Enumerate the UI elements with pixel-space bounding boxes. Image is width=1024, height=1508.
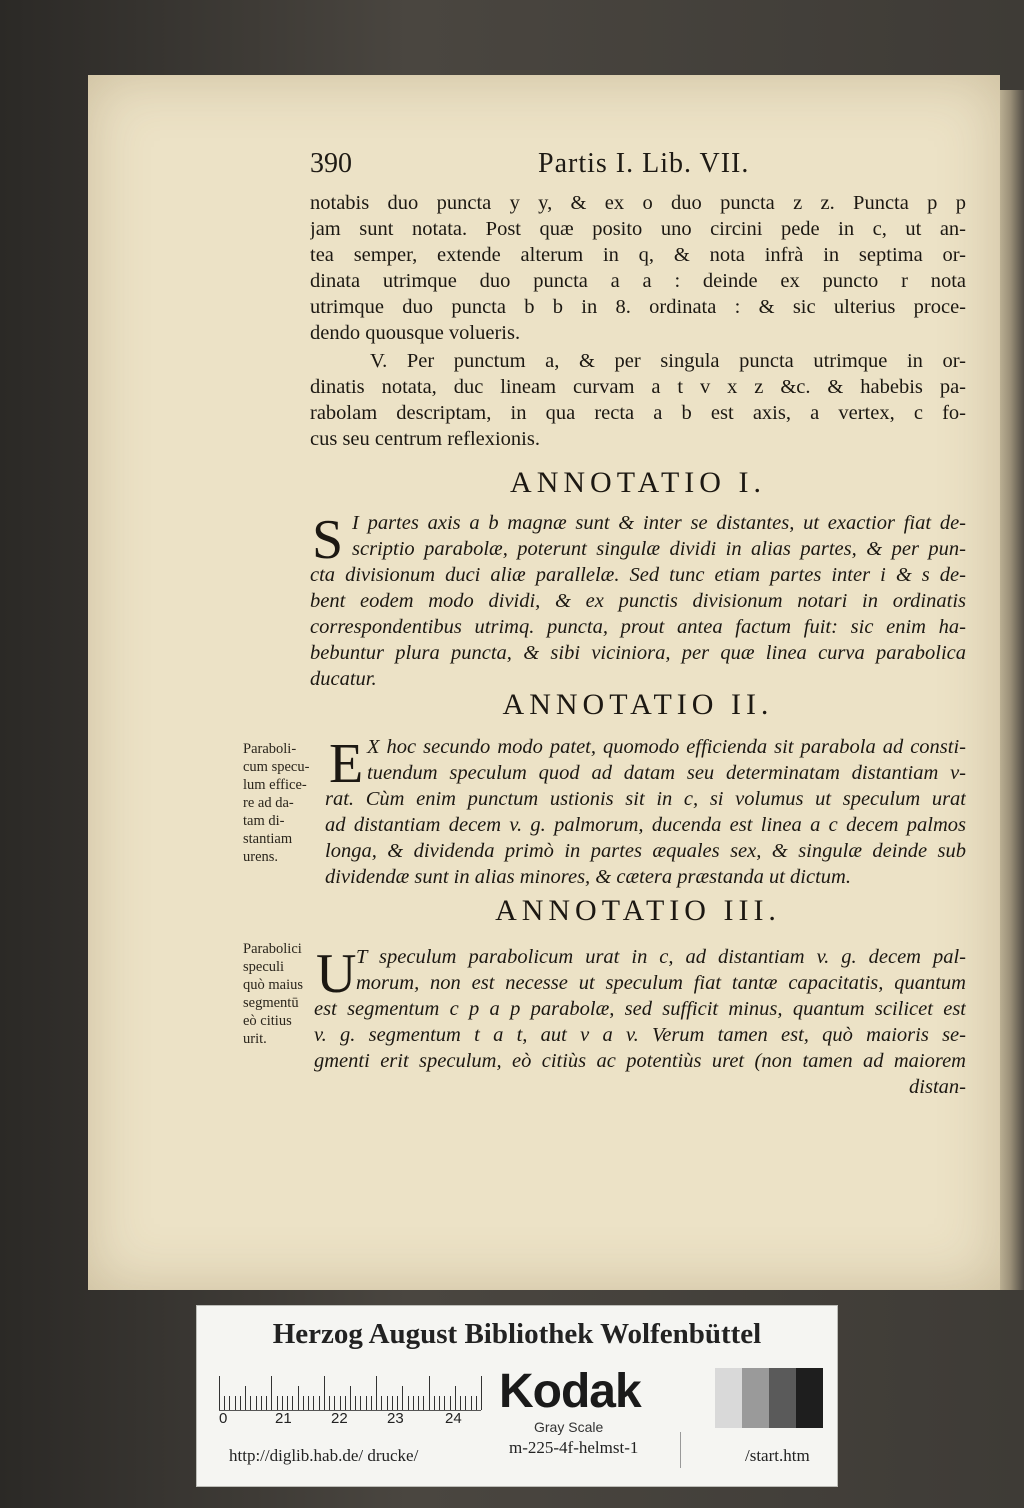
- marginal-line: cum specu-: [243, 759, 310, 775]
- annotatio-1-text: [310, 510, 966, 692]
- ruler-tick: [229, 1396, 230, 1410]
- ruler-tick: [308, 1396, 309, 1410]
- ruler-tick: [408, 1396, 409, 1410]
- library-name: Herzog August Bibliothek Wolfenbüttel: [272, 1318, 762, 1350]
- text-line: T speculum parabolicum urat in c, ad distantiam v. g. decem pal-: [356, 946, 966, 968]
- ruler-tick: [334, 1396, 335, 1410]
- ruler-tick: [429, 1376, 430, 1410]
- gray-swatch: [715, 1368, 742, 1428]
- marginal-note-2: [243, 940, 313, 1048]
- ruler-number: 23: [387, 1410, 404, 1427]
- text-line: v. g. segmentum t a t, aut v a v. Verum tamen est, quò maioris se-: [314, 1024, 966, 1046]
- ruler-tick: [303, 1396, 304, 1410]
- running-head: Partis I. Lib. VII.: [538, 148, 750, 179]
- ruler-number: 0: [219, 1410, 228, 1427]
- ruler-tick: [292, 1396, 293, 1410]
- text-line: longa, & dividenda primò in partes æquales sex, & singulæ deinde sub: [325, 840, 966, 862]
- ruler-tick: [224, 1396, 225, 1410]
- ruler-tick: [423, 1396, 424, 1410]
- text-line: est segmentum c p a p parabolæ, sed sufficit minus, quantum scilicet est: [314, 998, 966, 1020]
- ruler-tick: [418, 1396, 419, 1410]
- ruler-tick: [313, 1396, 314, 1410]
- marginal-line: urit.: [243, 1031, 267, 1047]
- ruler-tick: [381, 1396, 382, 1410]
- text-line: correspondentibus utrimq. puncta, prout antea factum fuit: sic enim ha-: [310, 616, 966, 638]
- ruler-tick: [271, 1376, 272, 1410]
- ruler-tick: [282, 1396, 283, 1410]
- ruler-tick: [397, 1396, 398, 1410]
- ruler-tick: [266, 1396, 267, 1410]
- text-line: utrimque duo puncta b b in 8. ordinata : & sic ulterius proce-: [310, 296, 966, 318]
- text-line: dinatis notata, duc lineam curvam a t v x z &c. & habebis pa-: [310, 376, 966, 398]
- ruler-number: 21: [275, 1410, 292, 1427]
- text-line: cus seu centrum reflexionis.: [310, 428, 540, 450]
- ruler-tick: [250, 1396, 251, 1410]
- gray-scale-label: Gray Scale: [534, 1419, 604, 1435]
- text-line: bebuntur plura puncta, & sibi viciniora, per quæ linea curva parabolica: [310, 642, 966, 664]
- ruler-tick: [355, 1396, 356, 1410]
- paragraph-1: [310, 190, 966, 346]
- annotatio-3-heading: ANNOTATIO III.: [495, 894, 781, 927]
- ruler-tick: [476, 1396, 477, 1410]
- drop-initial: E: [329, 733, 364, 795]
- marginal-line: speculi: [243, 959, 285, 975]
- ruler-tick: [345, 1396, 346, 1410]
- ruler-tick: [402, 1386, 403, 1410]
- text-line: bent eodem modo dividi, & ex punctis divisionum notari in ordinatis: [310, 590, 966, 612]
- shelfmark-code: m-225-4f-helmst-1: [509, 1438, 639, 1457]
- ruler-tick: [366, 1396, 367, 1410]
- ruler-tick: [235, 1396, 236, 1410]
- text-line: morum, non est necesse ut speculum fiat tantæ capacitatis, quantum: [356, 972, 966, 994]
- url-left: http://diglib.hab.de/ drucke/: [229, 1446, 419, 1465]
- ruler-tick: [460, 1396, 461, 1410]
- url-right: /start.htm: [745, 1446, 810, 1465]
- marginal-line: eò citius: [243, 1013, 292, 1029]
- marginal-line: stantiam: [243, 831, 293, 847]
- ruler-tick: [277, 1396, 278, 1410]
- ruler-tick: [256, 1396, 257, 1410]
- ruler-tick: [319, 1396, 320, 1410]
- ruler-tick: [298, 1386, 299, 1410]
- ruler-tick: [455, 1386, 456, 1410]
- marginal-line: quò maius: [243, 977, 304, 993]
- text-line: dinata utrimque duo puncta a a : deinde ex puncto r nota: [310, 270, 966, 292]
- text-line: rabolam descriptam, in qua recta a b est axis, a vertex, c fo-: [310, 402, 966, 424]
- ruler-tick: [287, 1396, 288, 1410]
- label-divider: [680, 1432, 681, 1468]
- ruler-tick: [261, 1396, 262, 1410]
- annotatio-2-heading: ANNOTATIO II.: [502, 688, 774, 721]
- ruler-tick: [324, 1376, 325, 1410]
- text-line: dendo quousque volueris.: [310, 322, 521, 344]
- text-line: V. Per punctum a, & per singula puncta utrimque in or-: [370, 350, 966, 372]
- ruler-tick: [360, 1396, 361, 1410]
- marginal-line: segmentū: [243, 995, 299, 1011]
- text-line: I partes axis a b magnæ sunt & inter se distantes, ut exactior fiat de-: [352, 512, 966, 534]
- ruler-tick: [471, 1396, 472, 1410]
- marginal-line: Parabolici: [243, 941, 302, 957]
- ruler-scale: [219, 1368, 481, 1411]
- ruler-number: 22: [331, 1410, 348, 1427]
- ruler-tick: [439, 1396, 440, 1410]
- gray-swatch: [796, 1368, 823, 1428]
- ruler-tick: [240, 1396, 241, 1410]
- drop-initial: S: [312, 509, 344, 571]
- ruler-tick: [444, 1396, 445, 1410]
- text-line: cta divisionum duci aliæ parallelæ. Sed tunc etiam partes inter i & s de-: [310, 564, 966, 586]
- annotatio-1-heading: ANNOTATIO I.: [510, 466, 766, 499]
- marginal-line: lum effice-: [243, 777, 307, 793]
- ruler-tick: [371, 1396, 372, 1410]
- ruler-tick: [245, 1386, 246, 1410]
- page-number: 390: [310, 148, 352, 179]
- ruler-tick: [481, 1376, 482, 1410]
- marginal-line: urens.: [243, 849, 279, 865]
- ruler-tick: [392, 1396, 393, 1410]
- text-line: rat. Cùm enim punctum ustionis sit in c, si volumus ut speculum urat: [325, 788, 966, 810]
- ruler-tick: [350, 1386, 351, 1410]
- ruler-tick: [219, 1376, 220, 1410]
- ruler-tick: [376, 1376, 377, 1410]
- marginal-line: re ad da-: [243, 795, 294, 811]
- ruler-number: 24: [445, 1410, 462, 1427]
- annotatio-3-text: [314, 944, 966, 1100]
- ruler-tick: [450, 1396, 451, 1410]
- ruler-tick: [340, 1396, 341, 1410]
- text-line: tea semper, extende alterum in q, & nota infrà in septima or-: [310, 244, 966, 266]
- marginal-note-1: [243, 740, 313, 866]
- catchword: distan-: [909, 1076, 966, 1098]
- gray-swatch: [769, 1368, 796, 1428]
- ruler-tick: [413, 1396, 414, 1410]
- gray-swatch: [742, 1368, 769, 1428]
- text-line: scriptio parabolæ, poterunt singulæ dividi in alias partes, & per pun-: [352, 538, 966, 560]
- page-header: [310, 148, 970, 188]
- ruler-tick: [465, 1396, 466, 1410]
- text-line: gmenti erit speculum, eò citiùs ac potentiùs uret (non tamen ad maiorem: [314, 1050, 966, 1072]
- text-line: ducatur.: [310, 668, 377, 690]
- kodak-logo: Kodak: [499, 1365, 641, 1418]
- text-line: jam sunt notata. Post quæ posito uno circini pede in c, ut an-: [310, 218, 966, 240]
- annotatio-2-text: [325, 734, 966, 890]
- text-line: dividendæ sunt in alias minores, & cætera præstanda ut dictum.: [325, 866, 851, 888]
- text-line: ad distantiam decem v. g. palmorum, ducenda est linea a c decem palmos: [325, 814, 966, 836]
- marginal-line: Paraboli-: [243, 741, 297, 757]
- ruler-tick: [329, 1396, 330, 1410]
- text-line: notabis duo puncta y y, & ex o duo puncta z z. Puncta p p: [310, 192, 966, 214]
- ruler-tick: [434, 1396, 435, 1410]
- ruler-tick: [387, 1396, 388, 1410]
- text-line: X hoc secundo modo patet, quomodo efficienda sit parabola ad consti-: [367, 736, 966, 758]
- paragraph-2: [310, 348, 966, 452]
- library-label-card: [196, 1305, 838, 1487]
- gray-scale-swatches: [715, 1368, 823, 1428]
- text-line: tuendum speculum quod ad datam seu determinatam distantiam v-: [367, 762, 966, 784]
- drop-initial: U: [316, 943, 357, 1005]
- ruler-numbers: [219, 1410, 481, 1430]
- marginal-line: tam di-: [243, 813, 285, 829]
